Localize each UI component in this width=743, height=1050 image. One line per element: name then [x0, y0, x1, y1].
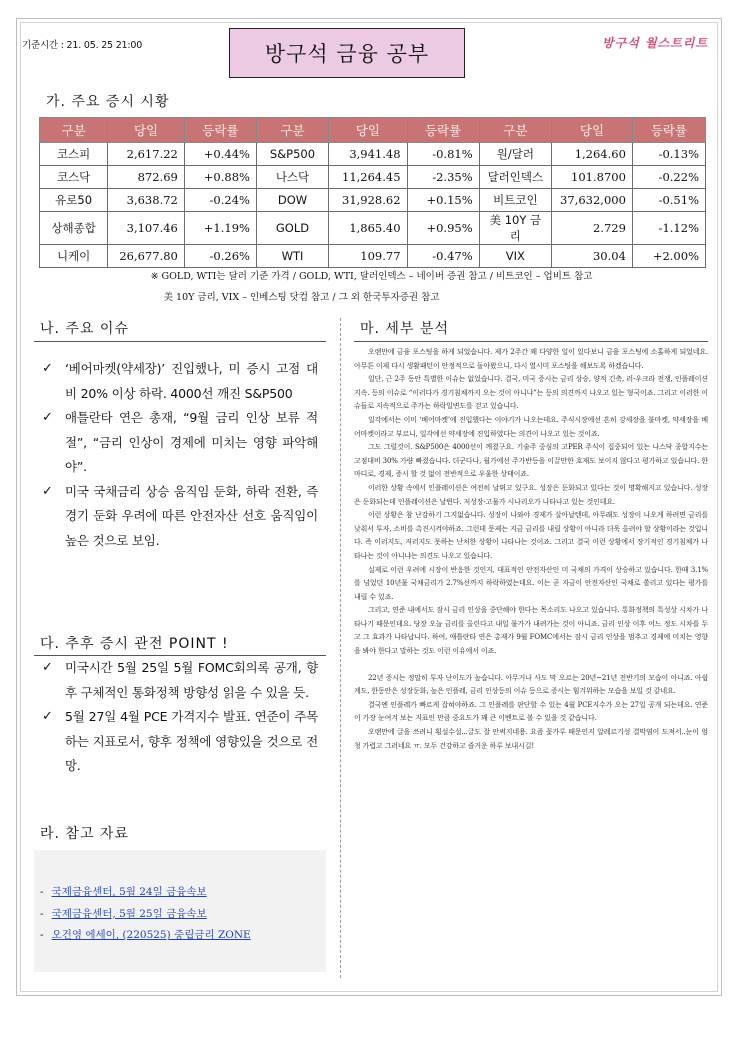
list-item [40, 480, 318, 554]
index-change: -1.12% [632, 212, 705, 245]
column-divider [340, 318, 341, 978]
reference-link[interactable]: 국제금융센터, 5월 24일 금융속보 [51, 886, 207, 898]
index-value: 109.77 [329, 245, 408, 268]
check-icon: ✓ [42, 660, 53, 675]
index-value: 2.729 [552, 212, 633, 245]
col-header: 당일 [108, 118, 185, 143]
index-name: 원/달러 [479, 143, 551, 166]
analysis-paragraph: 이런 상황은 참 난감하기 그지없습니다. 성장이 나와야 경제가 살아날텐데, 아무래도 성장이 나오게 하려면 금리를 낮춰서 투자, 소비를 촉진시켜야하죠. 그런데 문제는 지금 금리를 내릴 상황이 아니라 더욱 올려야 할 상황이라는 것입니다. 즉 이러지도, 저러지도 못하는 난처한 상황이 나타나는 것이죠. 그리고 결국 이런 상황에서 장기적인 경기침체가 나타나는 것이 아니냐는 의견도 나오고 있습니다. [354, 511, 708, 560]
check-icon: ✓ [42, 410, 53, 425]
col-header: 구분 [40, 118, 108, 143]
index-name: 상해종합 [40, 212, 108, 245]
index-change: +0.95% [407, 212, 479, 245]
market-table [39, 117, 706, 268]
references-heading: 라. 참고 자료 [40, 826, 129, 842]
analysis-paragraph: 결국엔 인플레가 빠르게 잡혀야하죠. 그 인플레를 판단할 수 있는 4월 PCE지수가 오는 27일 공개 되는데요. 연준이 가장 눈여겨 보는 지표인 만큼 중요도가 꽤 큰 이벤트로 볼 수 있을 것 같습니다. [354, 700, 708, 723]
index-value: 11,264.45 [329, 166, 408, 189]
outlook-list [40, 656, 318, 779]
index-value: 30.04 [552, 245, 633, 268]
analysis-paragraph: 일각에서는 이미 ‘베어마켓’에 진입했다는 이야기가 나오는데요. 주식시장에선 흔히 강세장을 불마켓, 약세장을 베어마켓이라고 부르니, 일각에선 약세장에 진입하였다는 의견이 나오고 있는 것이죠. [354, 415, 708, 438]
index-change: -2.35% [407, 166, 479, 189]
market-table-header [40, 118, 706, 143]
issues-heading: 나. 주요 이슈 [40, 321, 129, 337]
analysis-paragraph: 오랜만에 글을 쓰려니 횡설수설...글도 잘 안써지네용. 요즘 꽃가루 때문인지 알레르기성 결막염이 도져서..눈이 엄청 가렵고 그러네요 ㅠ. 모두 건강하고 즐거운 하루 보내시길! [354, 728, 708, 750]
outlook-text: 미국시간 5월 25일 5월 FOMC회의록 공개, 향후 구체적인 통화정책 방향성 읽을 수 있을 듯. [65, 660, 318, 700]
issues-list [40, 357, 318, 553]
reference-link[interactable]: 오건영 에세이, (220525) 중립금리 ZONE [51, 929, 251, 941]
list-item [40, 904, 251, 926]
page-title [229, 28, 465, 78]
index-change: +0.88% [184, 166, 256, 189]
check-icon: ✓ [42, 361, 53, 376]
col-header: 구분 [256, 118, 328, 143]
index-name: S&P500 [256, 143, 328, 166]
divider [354, 341, 708, 342]
index-name: DOW [256, 189, 328, 212]
index-value: 1,264.60 [552, 143, 633, 166]
index-name: GOLD [256, 212, 328, 245]
analysis-paragraph: 일단, 근 2주 동안 특별한 이슈는 없었습니다. 결국, 미국 증시는 금리 상승, 양적 긴축, 러-우크라 전쟁, 인플레이션 지속. 등의 이슈로 “이러다가 경기침체까지 오는 것이 아니냐”는 등의 의견까지 나오고 있는 형국이죠. 그리고 이러한 이슈들로 지속적으로 주가는 하락일변도를 걷고 있습니다. [354, 375, 708, 411]
index-name: 코스피 [40, 143, 108, 166]
list-item [40, 705, 318, 779]
index-value: 1,865.40 [329, 212, 408, 245]
index-change: -0.47% [407, 245, 479, 268]
table-row [40, 166, 706, 189]
analysis-paragraph: 이러한 상황 속에서 인플레이션은 여전히 날뛰고 있구요. 성장은 둔화되고 있다는 것이 명확해지고 있습니다. 성장은 둔화되는데 인플레이션은 날뛴다. 저성장-고물가 시나리오가 나타나고 있는 것인데요. [354, 483, 708, 506]
divider [34, 341, 326, 342]
index-name: WTI [256, 245, 328, 268]
index-value: 2,617.22 [108, 143, 185, 166]
index-name: 달러인덱스 [479, 166, 551, 189]
index-name: 비트코인 [479, 189, 551, 212]
index-value: 26,677.80 [108, 245, 185, 268]
col-header: 등락률 [407, 118, 479, 143]
check-icon: ✓ [42, 709, 53, 724]
index-name: 코스닥 [40, 166, 108, 189]
index-change: +2.00% [632, 245, 705, 268]
index-change: -0.13% [632, 143, 705, 166]
list-item [40, 656, 318, 705]
analysis-paragraph: 오랜만에 금융 포스팅을 하게 되었습니다. 제가 2주간 꽤 다양한 일이 있다보니 금융 포스팅에 소홀하게 되었네요. 아무튼 이제 다시 생활패턴이 안정적으로 돌아왔으니, 다시 열시미 포스팅을 해보도록 하겠습니다. [354, 348, 708, 370]
index-value: 31,928.62 [329, 189, 408, 212]
table-row [40, 189, 706, 212]
check-icon: ✓ [42, 483, 53, 499]
index-change: +1.19% [184, 212, 256, 245]
index-value: 3,941.48 [329, 143, 408, 166]
source-note-2: 美 10Y 금리, VIX – 인베스팅 닷컴 참고 / 그 외 한국투자증권 참고 [163, 292, 440, 303]
index-value: 101.8700 [552, 166, 633, 189]
col-header: 등락률 [184, 118, 256, 143]
dash: - [40, 929, 44, 941]
issue-text: 애틀란타 연은 총재, “9월 금리 인상 보류 적절”, “금리 인상이 경제에 미치는 영향 파악해야”. [65, 410, 318, 474]
index-name: 美 10Y 금리 [479, 212, 551, 245]
source-note-1: ※ GOLD, WTI는 달러 기준 가격 / GOLD, WTI, 달러인덱스 – 네이버 증권 참고 / 비트코인 – 업비트 참고 [150, 271, 593, 282]
analysis-body [354, 346, 708, 753]
col-header: 구분 [479, 118, 551, 143]
index-change: -0.22% [632, 166, 705, 189]
col-header: 등락률 [632, 118, 705, 143]
index-name: 유로50 [40, 189, 108, 212]
references-list [40, 882, 251, 947]
analysis-paragraph: 실제로 이런 우려에 시장이 반응한 것인지, 대표적인 안전자산인 미 국채의 가격이 상승하고 있습니다. 한때 3.1%를 넘었던 10년물 국채금리가 2.7%선까지 하락하였는데요. 이는 곧 자금이 안전자산인 국채로 쏠리고 있다는 평가를 내릴 수 있죠. [354, 565, 708, 601]
list-item [40, 406, 318, 480]
dash: - [40, 886, 44, 898]
table-row [40, 143, 706, 166]
outlook-heading: 다. 추후 증시 관전 POINT ! [40, 636, 229, 652]
analysis-paragraph: 그리고, 연준 내에서도 잠시 금리 인상을 중단해야 한다는 목소리도 나오고 있습니다. 통화정책의 특성상 시차가 나타나기 때문인데요. 당장 오늘 금리를 올린다고 내일 물가가 내려가는 것이 아니죠. 금리 인상 이후 어느 정도 시차를 두고 그 효과가 나타납니다. 하여, 애틀란타 연은 총재가 9월 FOMC에서는 잠시 금리 인상을 멈추고 경제에 미치는 영향을 봐야 한다고 말하는 것도 이런 이유에서 이죠. [354, 606, 708, 656]
page-title-text: 방구석 금융 공부 [264, 42, 430, 66]
index-name: 니케이 [40, 245, 108, 268]
index-value: 3,107.46 [108, 212, 185, 245]
analysis-heading: 마. 세부 분석 [360, 321, 449, 337]
index-change: -0.81% [407, 143, 479, 166]
list-item [40, 925, 251, 947]
index-change: -0.51% [632, 189, 705, 212]
index-change: +0.15% [407, 189, 479, 212]
col-header: 당일 [329, 118, 408, 143]
brand-logo: 방구석 월스트리트 [602, 36, 708, 50]
list-item [40, 882, 251, 904]
issue-text: ‘베어마켓(약세장)’ 진입했나, 미 증시 고점 대비 20% 이상 하락. 4000선 깨진 S&P500 [65, 361, 318, 401]
timestamp: 기준시간 : 21. 05. 25 21:00 [22, 40, 143, 51]
reference-link[interactable]: 국제금융센터, 5월 25일 금융속보 [51, 907, 207, 920]
index-change: -0.24% [184, 189, 256, 212]
index-value: 37,632,000 [552, 189, 633, 212]
table-row [40, 212, 706, 245]
dash: - [40, 907, 44, 920]
outlook-text: 5월 27일 4월 PCE 가격지수 발표. 연준이 주목하는 지표로서, 향후 정책에 영향있을 것으로 전망. [65, 709, 318, 773]
table-row [40, 245, 706, 268]
col-header: 당일 [552, 118, 633, 143]
market-heading: 가. 주요 증시 시황 [46, 94, 170, 110]
list-item [40, 357, 318, 406]
index-name: 나스닥 [256, 166, 328, 189]
index-value: 3,638.72 [108, 189, 185, 212]
index-name: VIX [479, 245, 551, 268]
index-change: -0.26% [184, 245, 256, 268]
issue-text: 미국 국채금리 상승 움직임 둔화, 하락 전환, 즉 경기 둔화 우려에 따른 안전자산 선호 움직임이 높은 것으로 보임. [65, 483, 318, 548]
analysis-paragraph: 그도 그럴것이. S&P500은 4000선이 깨졌구요. 기술주 중심의 고PER 주식이 집중되어 있는 나스닥 종합지수는 고점대비 30% 가량 빠졌습니다. 더군다나, 월가에선 주가반등을 이끌만한 호재도 보이지 않다고 평가하고 있습니다. 한마디로, 경제, 증시 할 것 없이 전반적으로 우울한 상태이죠. [354, 443, 708, 479]
analysis-paragraph: 22년 증시는 정말히 투자 난이도가 높습니다. 아무거나 사도 막 오르는 20년~21년 전반기의 모습이 아니죠. 아쉽게도, 한동안은 성장둔화, 높은 인플레, 금리 인상등의 이슈 등으로 증시는 힘겨워하는 모습을 보일 것 같네요. [354, 673, 708, 696]
index-change: +0.44% [184, 143, 256, 166]
index-value: 872.69 [108, 166, 185, 189]
